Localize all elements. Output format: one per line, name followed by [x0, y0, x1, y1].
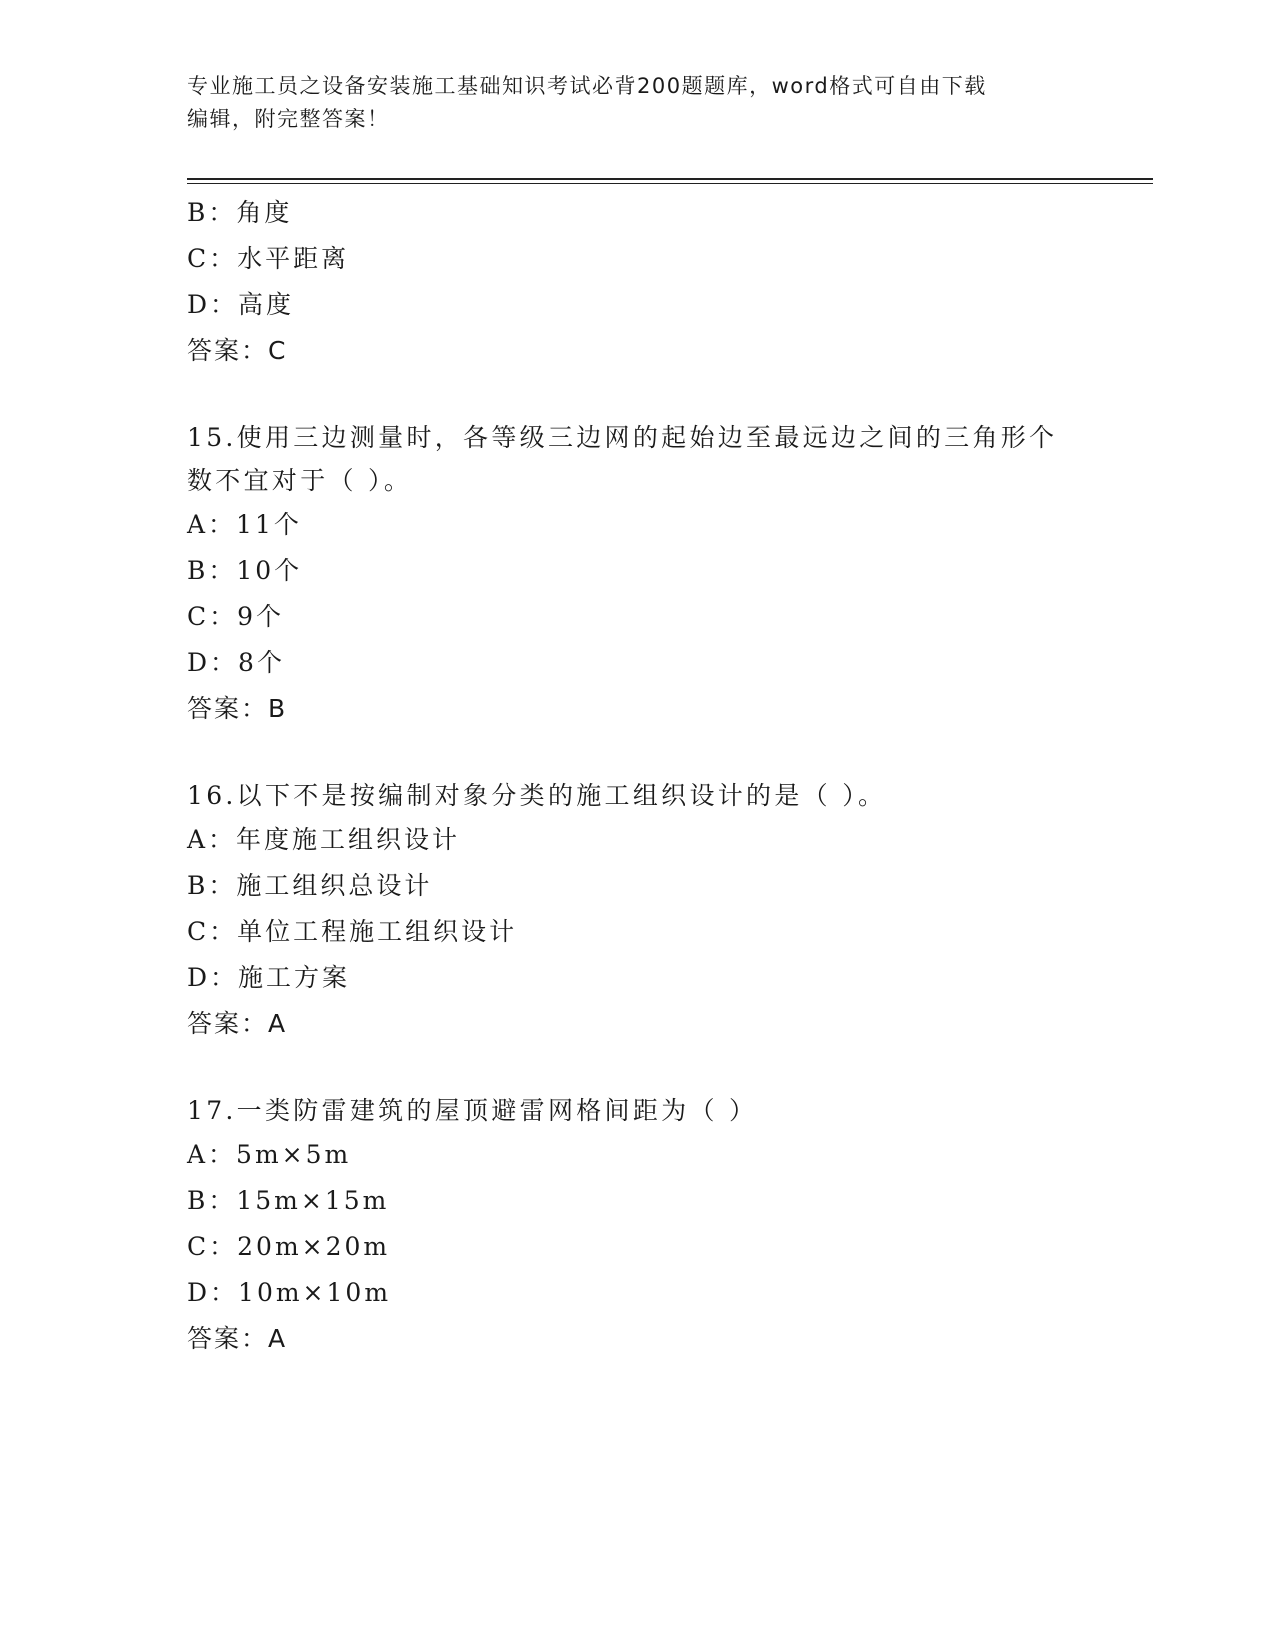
option-d: D：高度	[187, 290, 295, 319]
question-stem-line-1: 15.使用三边测量时，各等级三边网的起始边至最远边之间的三角形个	[187, 423, 1058, 452]
option-b: B：施工组织总设计	[187, 871, 433, 900]
question-16	[187, 774, 1087, 1047]
question-stem-line-1: 16.以下不是按编制对象分类的施工组织设计的是（ ）。	[187, 781, 887, 810]
header-divider-thin	[187, 183, 1153, 184]
option-d: D：10m×10m	[187, 1278, 392, 1307]
option-a: A：年度施工组织设计	[187, 825, 461, 854]
question-stem-line-1: 17.一类防雷建筑的屋顶避雷网格间距为（ ）	[187, 1096, 758, 1125]
answer: 答案：A	[187, 1324, 288, 1353]
question-15	[187, 416, 1087, 732]
answer: 答案：A	[187, 1009, 288, 1038]
question-17	[187, 1089, 1087, 1362]
option-c: C：9个	[187, 602, 285, 631]
question-stem	[187, 1089, 1087, 1132]
question-stem	[187, 416, 1087, 502]
carryover-question	[187, 190, 1087, 374]
question-stem-line-2: 数不宜对于（ ）。	[187, 466, 413, 495]
option-c: C：水平距离	[187, 244, 350, 273]
option-b: B：10个	[187, 556, 303, 585]
answer: 答案：C	[187, 336, 288, 365]
header-divider-thick	[187, 178, 1153, 180]
document-header	[187, 70, 1087, 136]
option-c: C：20m×20m	[187, 1232, 391, 1261]
header-line-2: 编辑，附完整答案！	[187, 107, 390, 131]
option-d: D：施工方案	[187, 963, 351, 992]
option-d: D：8个	[187, 648, 285, 677]
option-a: A：5m×5m	[187, 1140, 352, 1169]
option-c: C：单位工程施工组织设计	[187, 917, 518, 946]
question-stem	[187, 774, 1087, 817]
document-body	[187, 190, 1087, 1362]
option-b: B：15m×15m	[187, 1186, 390, 1215]
option-a: A：11个	[187, 510, 302, 539]
answer: 答案：B	[187, 694, 288, 723]
header-line-1: 专业施工员之设备安装施工基础知识考试必背200题题库，word格式可自由下载	[187, 74, 987, 98]
option-b: B：角度	[187, 198, 293, 227]
